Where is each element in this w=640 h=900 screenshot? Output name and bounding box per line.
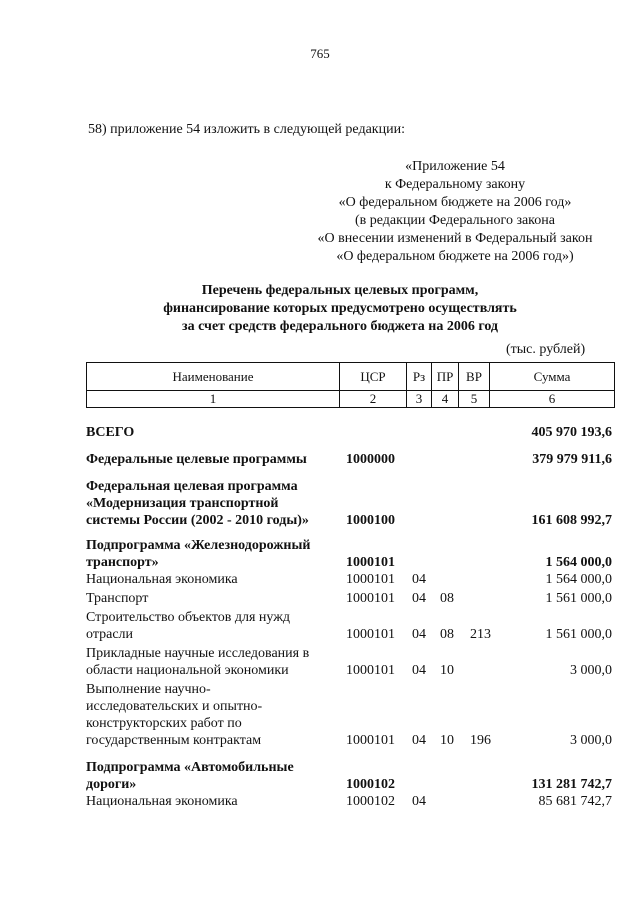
row-sum: 379 979 911,6 <box>532 452 612 467</box>
row-name-line: Строительство объектов для нужд <box>86 610 291 625</box>
row-sum: 405 970 193,6 <box>531 425 612 440</box>
row-name <box>86 793 346 810</box>
row-csr: 1000100 <box>346 513 395 528</box>
row-name-line: исследовательских и опытно- <box>86 699 263 714</box>
row-name-line: Национальная экономика <box>86 794 238 809</box>
row-name-line: системы России (2002 - 2010 годы)» <box>86 513 309 528</box>
heading-line: Перечень федеральных целевых программ, <box>201 283 479 298</box>
row-name <box>86 759 346 793</box>
column-header-vr: ВР <box>459 363 490 391</box>
document-heading <box>60 282 620 336</box>
row-csr: 1000101 <box>346 627 395 642</box>
heading-line: за счет средств федерального бюджета на 2006 год <box>181 319 499 334</box>
table-row <box>86 645 612 679</box>
row-pr: 08 <box>440 627 454 642</box>
row-name <box>86 645 346 679</box>
row-csr: 1000101 <box>346 572 395 587</box>
table-row <box>86 590 612 607</box>
row-rz: 04 <box>412 572 426 587</box>
row-name <box>86 424 346 441</box>
row-sum: 1 564 000,0 <box>545 572 612 587</box>
appendix-line: «О внесении изменений в Федеральный закон <box>317 231 593 246</box>
row-rz: 04 <box>412 591 426 606</box>
row-sum: 161 608 992,7 <box>531 513 612 528</box>
column-number: 4 <box>432 391 459 408</box>
row-name-line: Подпрограмма «Железнодорожный <box>86 538 311 553</box>
row-pr: 10 <box>440 663 454 678</box>
row-sum: 3 000,0 <box>570 733 612 748</box>
appendix-line: «О федеральном бюджете на 2006 год») <box>336 249 574 264</box>
page-number: 765 <box>310 46 330 61</box>
row-csr: 1000102 <box>346 794 395 809</box>
appendix-line: «Приложение 54 <box>405 159 505 174</box>
row-sum: 3 000,0 <box>570 663 612 678</box>
table-row <box>86 609 612 643</box>
row-sum: 85 681 742,7 <box>538 794 612 809</box>
row-sum: 1 564 000,0 <box>545 555 612 570</box>
row-name <box>86 590 346 607</box>
row-name-line: дороги» <box>86 777 137 792</box>
column-header-rz: Рз <box>407 363 432 391</box>
row-name-line: Транспорт <box>86 591 149 606</box>
appendix-line: к Федеральному закону <box>384 177 526 192</box>
appendix-line: (в редакции Федерального закона <box>355 213 555 228</box>
row-name-line: Федеральные целевые программы <box>86 452 307 467</box>
table-row <box>86 793 612 810</box>
row-rz: 04 <box>412 733 426 748</box>
row-rz: 04 <box>412 627 426 642</box>
row-name-line: Выполнение научно- <box>86 682 211 697</box>
program-table-body <box>86 424 612 810</box>
table-row <box>86 478 612 529</box>
row-csr: 1000101 <box>346 663 395 678</box>
row-pr: 08 <box>440 591 454 606</box>
row-name <box>86 681 346 749</box>
row-rz: 04 <box>412 794 426 809</box>
row-name-line: «Модернизация транспортной <box>86 496 279 511</box>
row-name <box>86 451 346 468</box>
appendix-line: «О федеральном бюджете на 2006 год» <box>338 195 572 210</box>
row-name-line: ВСЕГО <box>86 425 135 440</box>
row-name-line: области национальной экономики <box>86 663 289 678</box>
row-name-line: Национальная экономика <box>86 572 238 587</box>
column-header-name: Наименование <box>87 363 340 391</box>
table-row <box>86 571 612 588</box>
row-vr: 196 <box>470 733 491 748</box>
column-header-csr: ЦСР <box>340 363 407 391</box>
column-number: 6 <box>490 391 615 408</box>
row-sum: 131 281 742,7 <box>531 777 612 792</box>
row-name-line: транспорт» <box>86 555 159 570</box>
units-label: (тыс. рублей) <box>506 342 586 357</box>
column-header-pr: ПР <box>432 363 459 391</box>
table-header <box>86 362 615 408</box>
row-pr: 10 <box>440 733 454 748</box>
row-name-line: отрасли <box>86 627 134 642</box>
row-sum: 1 561 000,0 <box>545 627 612 642</box>
row-name <box>86 537 346 571</box>
row-csr: 1000101 <box>346 733 395 748</box>
table-row <box>86 424 612 441</box>
appendix-reference <box>290 158 620 266</box>
table-row <box>86 759 612 793</box>
heading-line: финансирование которых предусмотрено осуществлять <box>163 301 517 316</box>
row-name <box>86 478 346 529</box>
row-name-line: конструкторских работ по <box>86 716 242 731</box>
row-name-line: Прикладные научные исследования в <box>86 646 310 661</box>
row-name-line: Подпрограмма «Автомобильные <box>86 760 294 775</box>
column-number: 5 <box>459 391 490 408</box>
amendment-intro: 58) приложение 54 изложить в следующей редакции: <box>88 122 405 137</box>
column-number: 3 <box>407 391 432 408</box>
row-sum: 1 561 000,0 <box>545 591 612 606</box>
row-vr: 213 <box>470 627 491 642</box>
row-csr: 1000101 <box>346 555 395 570</box>
row-csr: 1000102 <box>346 777 395 792</box>
row-csr: 1000000 <box>346 452 395 467</box>
column-number: 1 <box>87 391 340 408</box>
column-number: 2 <box>340 391 407 408</box>
row-csr: 1000101 <box>346 591 395 606</box>
row-rz: 04 <box>412 663 426 678</box>
row-name-line: Федеральная целевая программа <box>86 479 298 494</box>
row-name <box>86 571 346 588</box>
row-name <box>86 609 346 643</box>
table-row <box>86 681 612 749</box>
column-header-sum: Сумма <box>490 363 615 391</box>
table-row <box>86 451 612 468</box>
table-row <box>86 537 612 571</box>
row-name-line: государственным контрактам <box>86 733 262 748</box>
